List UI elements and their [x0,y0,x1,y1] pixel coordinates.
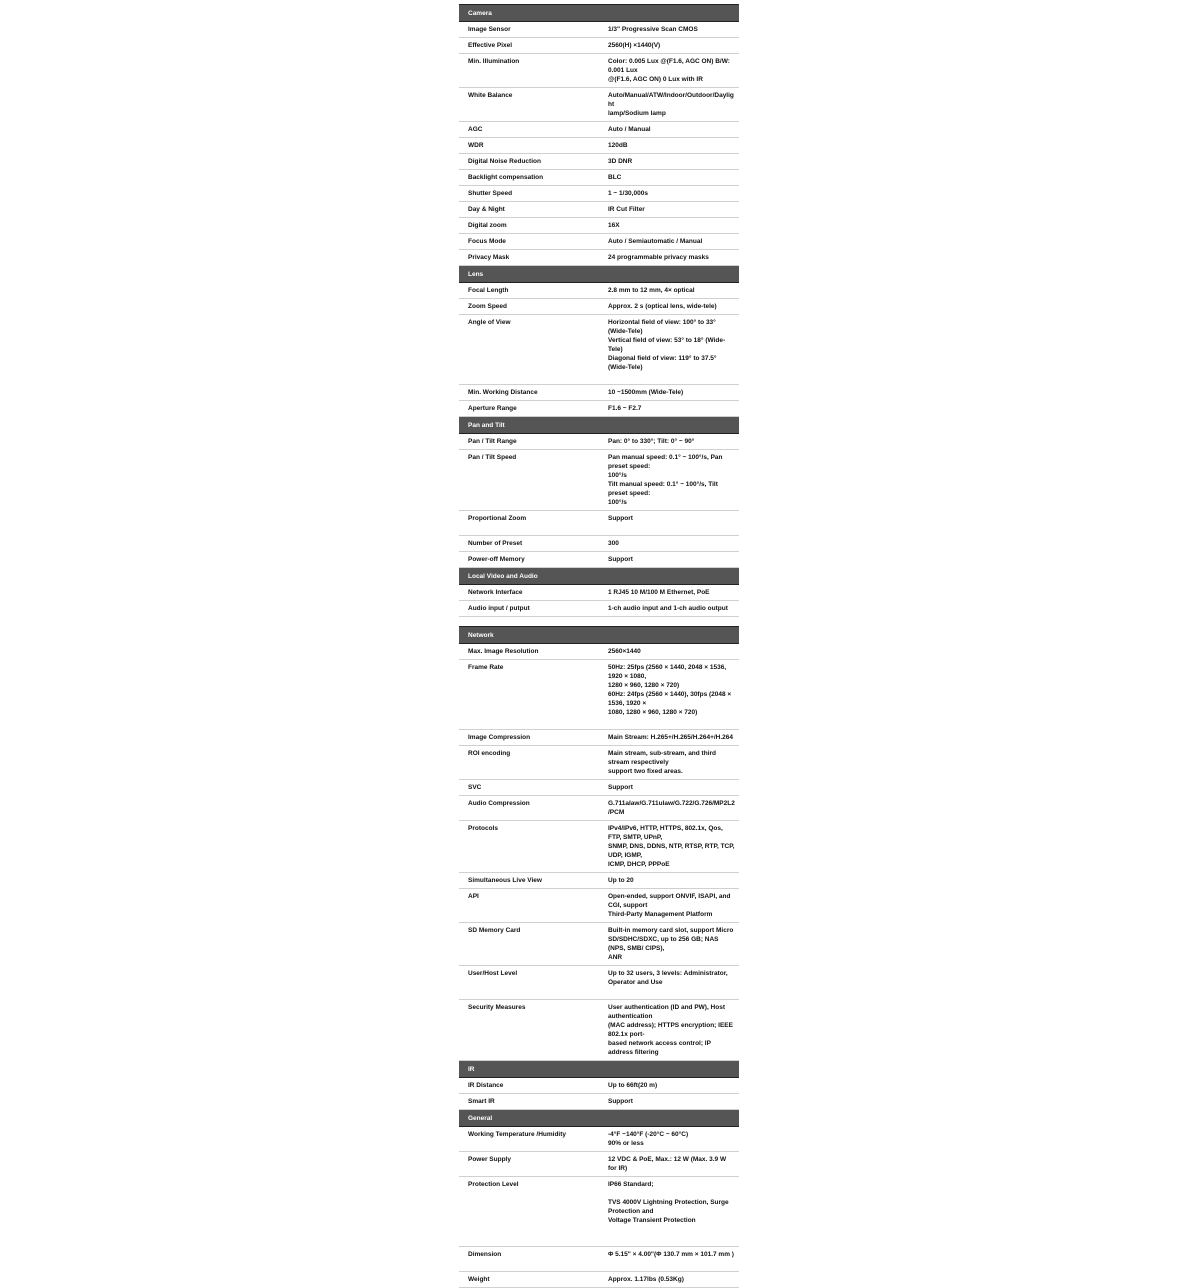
spec-value [599,511,739,536]
spec-value-line: Φ 5.15" × 4.00"(Φ 130.7 mm × 101.7 mm ) [608,1251,734,1258]
spec-label: Security Measures [459,1000,599,1061]
spec-value [599,889,739,923]
spec-value-line: ANR [608,954,623,961]
spec-value-line: F1.6 ~ F2.7 [608,405,642,412]
spec-value-line: 100°/s [608,499,627,506]
spec-value-line: Support [608,1098,633,1105]
spec-value-line: Auto / Semiautomatic / Manual [608,238,703,245]
spec-label: SVC [459,780,599,796]
section-header [459,1061,739,1078]
spec-row [459,401,739,417]
spec-label: White Balance [459,88,599,122]
spec-label: Min. Working Distance [459,385,599,401]
spec-value-line: 90% or less [608,1140,644,1147]
spec-value-line: Pan: 0° to 330°; Tilt: 0° ~ 90° [608,438,695,445]
spec-value [599,796,739,821]
spec-value-gap [608,1234,735,1243]
spec-value-line: 60Hz: 24fps (2560 × 1440), 30fps (2048 × 1536, 1920 × [608,691,732,707]
spec-label: Dimension [459,1247,599,1272]
spec-value-line: Up to 20 [608,877,634,884]
spec-value-line: IPv4/IPv6, HTTP, HTTPS, 802.1x, Qos, FTP, SMTP, UPnP, [608,825,723,841]
spec-label: Audio Compression [459,796,599,821]
spec-value [599,186,739,202]
spec-value [599,202,739,218]
section-header [459,1110,739,1127]
spec-label: Protection Level [459,1177,599,1247]
spec-label: Number of Preset [459,536,599,552]
spec-value-gap [608,1189,735,1198]
spec-value-gap [608,987,735,996]
spec-label: Network Interface [459,585,599,601]
section-header [459,5,739,22]
spec-value [599,154,739,170]
spec-value-line: SD/SDHC/SDXC, up to 256 GB; NAS (NPS, SMB/ CIPS), [608,936,719,952]
spec-label: AGC [459,122,599,138]
spec-label: IR Distance [459,1078,599,1094]
spec-value-line: Up to 32 users, 3 levels: Administrator, Operator and Use [608,970,728,986]
spec-value-line: Auto/Manual/ATW/Indoor/Outdoor/Daylight [608,92,734,108]
section-title: Camera [459,5,739,22]
spec-row [459,299,739,315]
spec-row [459,730,739,746]
spec-value [599,138,739,154]
spec-value [599,385,739,401]
spec-value [599,1078,739,1094]
spec-value [599,746,739,780]
spec-row [459,22,739,38]
spec-value-line: Support [608,515,633,522]
spec-value-line: 1-ch audio input and 1-ch audio output [608,605,728,612]
spec-label: Effective Pixel [459,38,599,54]
spec-row [459,122,739,138]
spec-value [599,122,739,138]
spec-label: Working Temperature /Humidity [459,1127,599,1152]
spec-value-line: SNMP, DNS, DDNS, NTP, RTSP, RTP, TCP, UDP, IGMP, [608,843,735,859]
spec-value [599,218,739,234]
spec-value [599,315,739,385]
spec-row [459,385,739,401]
spec-value [599,780,739,796]
spec-row [459,552,739,568]
spec-row [459,746,739,780]
spec-value-line: 24 programmable privacy masks [608,254,709,261]
spec-label: Pan / Tilt Speed [459,450,599,511]
spec-value [599,552,739,568]
spec-label: Digital Noise Reduction [459,154,599,170]
section-header [459,417,739,434]
spec-value-line: 50Hz: 25fps (2560 × 1440, 2048 × 1536, 1920 × 1080, [608,664,727,680]
spec-value [599,873,739,889]
spec-value-line: 1080, 1280 × 960, 1280 × 720) [608,709,698,716]
spec-value [599,234,739,250]
section-title: General [459,1110,739,1127]
section-spacer-cell [459,617,739,627]
spec-row [459,644,739,660]
spec-label: API [459,889,599,923]
spec-row [459,434,739,450]
spec-table [459,4,739,1288]
spec-label: Protocols [459,821,599,873]
spec-value-line: 3D DNR [608,158,633,165]
spec-label: Audio input / putput [459,601,599,617]
spec-value [599,434,739,450]
section-title: Pan and Tilt [459,417,739,434]
section-spacer [459,617,739,627]
spec-value [599,644,739,660]
spec-value [599,54,739,88]
spec-value-line: G.711alaw/G.711ulaw/G.722/G.726/MP2L2/PCM [608,800,735,816]
spec-value-line: IP66 Standard; [608,1181,654,1188]
spec-value-line: 1 RJ45 10 M/100 M Ethernet, PoE [608,589,710,596]
spec-value-line: Horizontal field of view: 100° to 33° (Wide-Tele) [608,319,716,335]
spec-value [599,1000,739,1061]
spec-value-gap [608,1225,735,1234]
spec-label: ROI encoding [459,746,599,780]
spec-value [599,88,739,122]
spec-value [599,170,739,186]
spec-value-line: Vertical field of view: 53° to 18° (Wide-Tele) [608,337,726,353]
spec-row [459,1094,739,1110]
spec-value [599,821,739,873]
spec-row [459,154,739,170]
spec-row [459,1078,739,1094]
spec-value-line: Support [608,556,633,563]
spec-value-line: Open-ended, support ONVIF, ISAPI, and CGI, support [608,893,731,909]
spec-row [459,88,739,122]
spec-value [599,38,739,54]
spec-row [459,660,739,730]
spec-row [459,796,739,821]
spec-label: Weight [459,1272,599,1288]
spec-row [459,923,739,966]
spec-value-line: 120dB [608,142,628,149]
spec-value [599,1094,739,1110]
spec-value [599,730,739,746]
spec-label: Proportional Zoom [459,511,599,536]
spec-value-line: Color: 0.005 Lux @(F1.6, AGC ON) B/W: 0.001 Lux [608,58,730,74]
spec-value [599,660,739,730]
spec-value-line: Diagonal field of view: 119° to 37.5° (Wide-Tele) [608,355,717,371]
spec-row [459,1152,739,1177]
spec-value [599,450,739,511]
spec-value [599,1152,739,1177]
spec-value-line: 10 ~1500mm (Wide-Tele) [608,389,684,396]
spec-row [459,170,739,186]
spec-label: Min. Illumination [459,54,599,88]
spec-value-line: BLC [608,174,622,181]
spec-value-gap [608,523,735,532]
spec-label: Digital zoom [459,218,599,234]
spec-value-line: Main stream, sub-stream, and third stream respectively [608,750,716,766]
spec-row [459,585,739,601]
spec-row [459,966,739,1000]
spec-value-line: 1 ~ 1/30,000s [608,190,648,197]
spec-row [459,250,739,266]
spec-value-line: Main Stream: H.265+/H.265/H.264+/H.264 [608,734,734,741]
spec-value-line: 2.8 mm to 12 mm, 4× optical [608,287,695,294]
section-header [459,266,739,283]
spec-value [599,1177,739,1247]
spec-value-line: Built-in memory card slot, support Micro [608,927,734,934]
spec-row [459,54,739,88]
spec-value-line: Voltage Transient Protection [608,1217,696,1224]
spec-value-line: 1280 × 960, 1280 × 720) [608,682,680,689]
spec-row [459,450,739,511]
spec-value [599,966,739,1000]
spec-value-line: ICMP, DHCP, PPPoE [608,861,670,868]
spec-value [599,250,739,266]
spec-value-line: 300 [608,540,619,547]
section-title: Network [459,627,739,644]
spec-value [599,601,739,617]
spec-value-line: TVS 4000V Lightning Protection, Surge Protection and [608,1199,729,1215]
spec-value-line: Approx. 2 s (optical lens, wide-tele) [608,303,717,310]
spec-value-line: -4°F ~140°F (-20°C ~ 60°C) [608,1131,689,1138]
spec-label: Max. Image Resolution [459,644,599,660]
spec-value-line: 2560×1440 [608,648,641,655]
spec-label: User/Host Level [459,966,599,1000]
section-title: Lens [459,266,739,283]
spec-value-line: Pan manual speed: 0.1° ~ 100°/s, Pan preset speed: [608,454,723,470]
spec-row [459,873,739,889]
spec-label: Backlight compensation [459,170,599,186]
section-header [459,627,739,644]
spec-value [599,299,739,315]
spec-row [459,780,739,796]
spec-value [599,1127,739,1152]
spec-label: Power Supply [459,1152,599,1177]
spec-row [459,234,739,250]
spec-value-line: 2560(H) ×1440(V) [608,42,661,49]
spec-value-line: based network access control; IP address filtering [608,1040,711,1056]
spec-value-line: 1/3" Progressive Scan CMOS [608,26,698,33]
spec-value-line: Approx. 1.17lbs (0.53Kg) [608,1276,684,1283]
spec-row [459,138,739,154]
spec-label: Smart IR [459,1094,599,1110]
spec-row [459,38,739,54]
spec-row [459,889,739,923]
spec-value-line: support two fixed areas. [608,768,683,775]
spec-row [459,1272,739,1288]
spec-row [459,218,739,234]
section-title: Local Video and Audio [459,568,739,585]
spec-row [459,186,739,202]
spec-value [599,401,739,417]
spec-value [599,923,739,966]
spec-value [599,585,739,601]
spec-row [459,315,739,385]
spec-value [599,1272,739,1288]
spec-label: Frame Rate [459,660,599,730]
spec-row [459,601,739,617]
spec-value [599,283,739,299]
spec-value-line: Third-Party Management Platform [608,911,713,918]
spec-value [599,22,739,38]
spec-value-line: IR Cut Filter [608,206,645,213]
spec-label: WDR [459,138,599,154]
spec-label: Power-off Memory [459,552,599,568]
spec-label: Aperture Range [459,401,599,417]
spec-label: Image Compression [459,730,599,746]
spec-value [599,1247,739,1272]
spec-value-line: 16X [608,222,620,229]
spec-row [459,1177,739,1247]
spec-value-gap [608,372,735,381]
spec-label: SD Memory Card [459,923,599,966]
spec-row [459,202,739,218]
spec-value-line: (MAC address); HTTPS encryption; IEEE 802.1x port- [608,1022,733,1038]
spec-label: Pan / Tilt Range [459,434,599,450]
spec-value-gap [608,717,735,726]
section-header [459,568,739,585]
spec-value-line: Tilt manual speed: 0.1° ~ 100°/s, Tilt preset speed: [608,481,718,497]
spec-value-gap [608,1259,735,1268]
spec-value-line: Up to 66ft(20 m) [608,1082,658,1089]
section-title: IR [459,1061,739,1078]
spec-label: Focus Mode [459,234,599,250]
spec-value-line: 100°/s [608,472,627,479]
spec-value-line: 12 VDC & PoE, Max.: 12 W (Max. 3.9 W for IR) [608,1156,727,1172]
spec-table-body [459,5,739,1288]
spec-label: Image Sensor [459,22,599,38]
spec-label: Shutter Speed [459,186,599,202]
spec-row [459,283,739,299]
spec-value [599,536,739,552]
spec-value-line: @(F1.6, AGC ON) 0 Lux with IR [608,76,703,83]
spec-value-line: User authentication (ID and PW), Host authentication [608,1004,726,1020]
spec-label: Angle of View [459,315,599,385]
spec-label: Privacy Mask [459,250,599,266]
spec-row [459,511,739,536]
spec-row [459,536,739,552]
spec-row [459,1247,739,1272]
spec-row [459,1127,739,1152]
spec-label: Zoom Speed [459,299,599,315]
spec-label: Focal Length [459,283,599,299]
spec-value-line: Support [608,784,633,791]
spec-row [459,821,739,873]
spec-value-line: Auto / Manual [608,126,651,133]
spec-label: Simultaneous Live View [459,873,599,889]
spec-label: Day & Night [459,202,599,218]
spec-row [459,1000,739,1061]
spec-value-line: lamp/Sodium lamp [608,110,666,117]
